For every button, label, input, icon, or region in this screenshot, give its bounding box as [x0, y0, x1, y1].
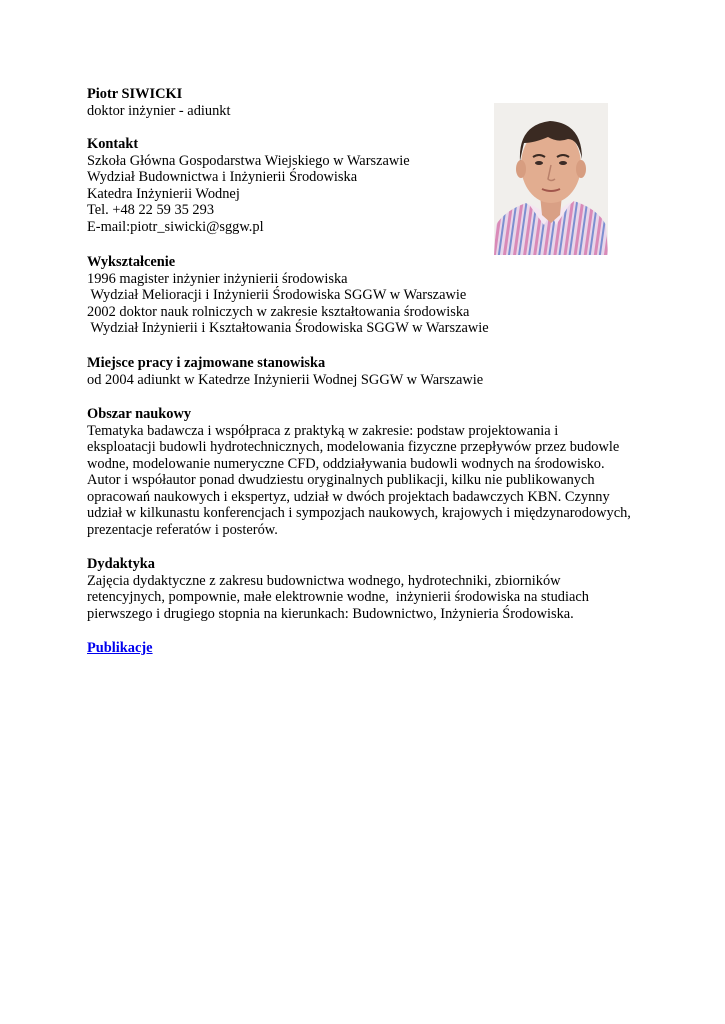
- education-heading: Wykształcenie: [87, 254, 176, 270]
- research-paragraph-line: udział w kilkunastu konferencjach i sympozjach naukowych, krajowych i międzynarodowych,: [87, 505, 631, 521]
- teaching-heading: Dydaktyka: [87, 556, 155, 572]
- teaching-paragraph-line: retencyjnych, pompownie, małe elektrownie wodne, inżynierii środowiska na studiach: [87, 589, 589, 605]
- work-section: [87, 355, 647, 388]
- education-item: 2002 doktor nauk rolniczych w zakresie kształtowania środowiska: [87, 303, 470, 320]
- education-item: 1996 magister inżynier inżynierii środowiska: [87, 270, 348, 287]
- contact-heading: Kontakt: [87, 136, 139, 152]
- education-item: Wydział Inżynierii i Kształtowania Środowiska SGGW w Warszawie: [87, 320, 489, 336]
- research-paragraph-line: eksploatacji budowli hydrotechnicznych, modelowania fizyczne przepływów przez budowle: [87, 439, 620, 455]
- contact-faculty: Wydział Budownictwa i Inżynierii Środowiska: [87, 169, 358, 185]
- portrait-image: [494, 103, 608, 255]
- contact-phone: Tel. +48 22 59 35 293: [87, 202, 215, 218]
- research-paragraph-line: prezentacje referatów i posterów.: [87, 521, 278, 538]
- research-paragraph-line: Autor i współautor ponad dwudziestu oryginalnych publikacji, kilku nie publikowanych: [87, 472, 595, 488]
- profile-photo: [494, 103, 608, 255]
- research-section: [87, 406, 647, 538]
- teaching-paragraph-line: Zajęcia dydaktyczne z zakresu budownictwa wodnego, hydrotechniki, zbiorników: [87, 572, 561, 589]
- research-paragraph-line: wodne, modelowanie numeryczne CFD, oddziaływania budowli wodnych na środowisko.: [87, 455, 605, 472]
- research-paragraph-line: Tematyka badawcza i współpraca z praktyką w zakresie: podstaw projektowania i: [87, 422, 559, 439]
- teaching-paragraph-line: pierwszego i drugiego stopnia na kierunkach: Budownictwo, Inżynieria Środowiska.: [87, 605, 574, 622]
- publications-link[interactable]: Publikacje: [87, 640, 153, 656]
- research-paragraph-line: opracowań naukowych i ekspertyz, udział w dwóch projektach badawczych KBN. Czynny: [87, 488, 610, 505]
- person-title: doktor inżynier - adiunkt: [87, 102, 231, 119]
- education-section: [87, 254, 647, 337]
- teaching-section: [87, 556, 647, 622]
- contact-email: E-mail:piotr_siwicki@sggw.pl: [87, 218, 264, 235]
- education-item: Wydział Melioracji i Inżynierii Środowiska SGGW w Warszawie: [87, 287, 467, 303]
- work-item: od 2004 adiunkt w Katedrze Inżynierii Wodnej SGGW w Warszawie: [87, 371, 484, 388]
- publications-section: [87, 640, 647, 657]
- work-heading: Miejsce pracy i zajmowane stanowiska: [87, 355, 326, 371]
- contact-university: Szkoła Główna Gospodarstwa Wiejskiego w Warszawie: [87, 152, 410, 169]
- person-name: Piotr SIWICKI: [87, 86, 183, 102]
- research-heading: Obszar naukowy: [87, 406, 192, 422]
- contact-department: Katedra Inżynierii Wodnej: [87, 185, 240, 202]
